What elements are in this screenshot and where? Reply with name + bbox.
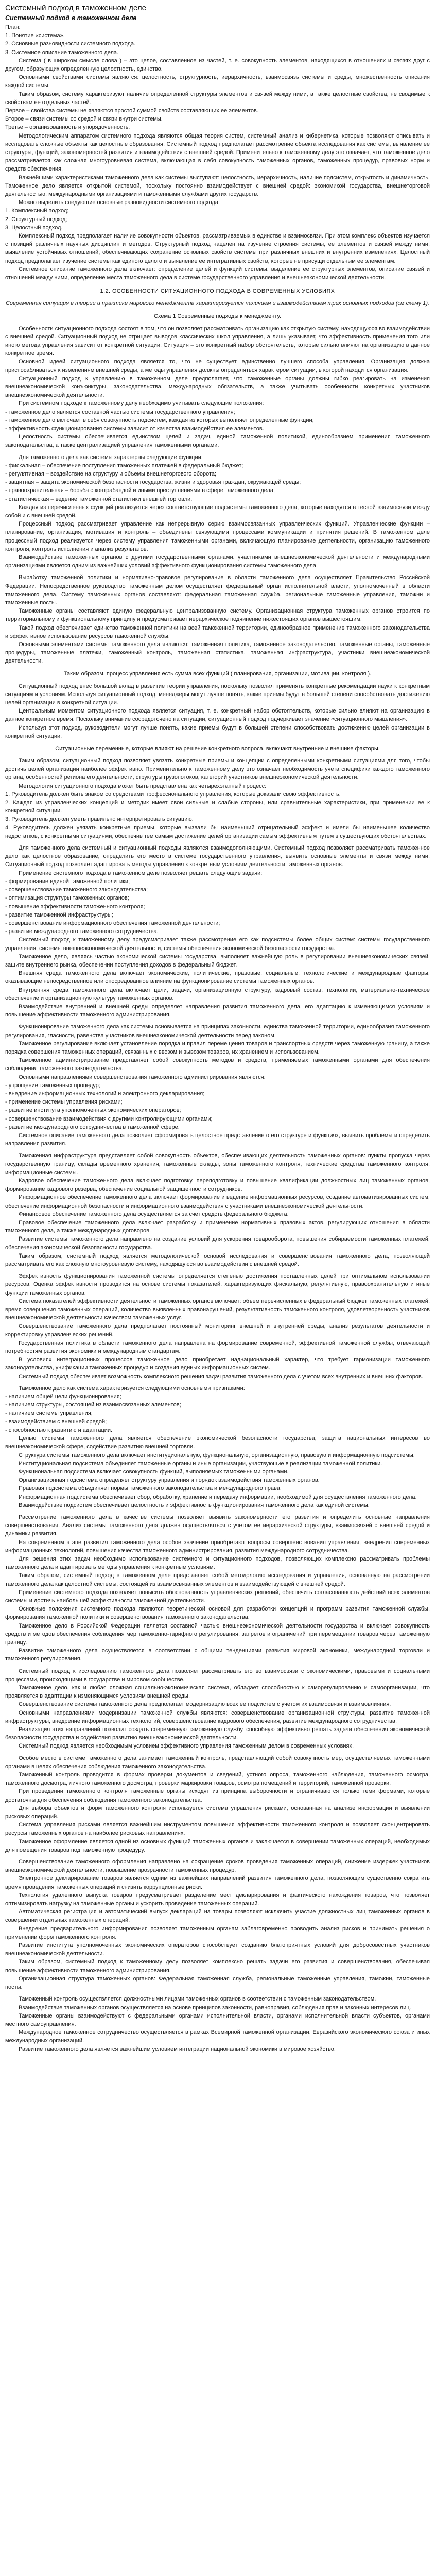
- section-5: [5, 453, 430, 570]
- list-item: - применение системы управления рисками;: [5, 1099, 123, 1106]
- paragraph: Международное таможенное сотрудничество осуществляется в рамках Всемирной таможенной организации, Евразийского экономического союза и иных международных организаций.: [5, 2029, 430, 2044]
- paragraph: Финансовое обеспечение таможенного дела осуществляется за счет средств федерального бюджета.: [19, 1211, 289, 1217]
- paragraph: Правовая подсистема объединяет нормы таможенного законодательства и международного права.: [19, 1485, 282, 1492]
- list-item: 1. Руководитель должен быть знаком со средствами профессионального управления, которые доказали свою эффективность.: [5, 791, 341, 798]
- list-item: - защитная – защита экономической безопасности государства, жизни и здоровья граждан, окружающей среды;: [5, 479, 301, 486]
- list-item: 3. Целостный подход.: [5, 224, 63, 231]
- list-item: - упрощение таможенных процедур;: [5, 1082, 100, 1089]
- paragraph: Методология ситуационного подхода может быть представлена как четырехэтапный процесс:: [19, 783, 267, 789]
- paragraph: Таможенный контроль проводится в формах проверки документов и сведений, устного опроса, таможенного наблюдения, таможенного осмотра, таможенного досмотра, личного таможенного досмотра, проверки маркировки товаров, осмотра помещений и территорий, таможенной проверки.: [5, 1772, 430, 1787]
- list-item: 1. Комплексный подход;: [5, 208, 69, 214]
- list-item: - развитие таможенной инфраструктуры;: [5, 911, 113, 918]
- paragraph: На современном этапе развития таможенного дела особое значение приобретают вопросы совершенствования управления, внедрения современных информационных технологий, повышения качества таможенного администрирования, развития международного сотрудничества.: [5, 1539, 430, 1554]
- paragraph: Для выбора объектов и форм таможенного контроля используется система управления рисками, основанная на анализе информации и выявлении рисковых операций.: [5, 1805, 430, 1820]
- list-item: 3. Руководитель должен уметь правильно интерпретировать ситуацию.: [5, 816, 194, 823]
- list-item: - внедрение информационных технологий и электронного декларирования;: [5, 1090, 205, 1097]
- section-8: [5, 757, 430, 840]
- plan-item: 2. Основные разновидности системного подхода.: [5, 41, 136, 47]
- paragraph: Для решения этих задач необходимо использование системного и ситуационного подходов, позволяющих комплексно рассматривать проблемы таможенного дела и адаптировать методы управления к конкретным условиям.: [5, 1555, 430, 1571]
- figure-caption: Ситуационные переменные, которые влияют на решение конкретного вопроса, включают внутренние и внешние факторы.: [55, 745, 380, 752]
- paragraph: Центральным моментом ситуационного подхода является ситуация, т. е. конкретный набор обстоятельств, которые сильно влияют на организацию в данное конкретное время. Поскольку внимание сосредоточено на ситуации, ситуационный подход подчеркивает значение «ситуационного мышления».: [5, 708, 430, 723]
- list-item: - наличием структуры, состоящей из взаимосвязанных элементов;: [5, 1402, 181, 1409]
- paragraph: Электронное декларирование товаров является одним из важнейших направлений развития таможенного дела, позволяющим существенно сократить время проведения таможенных операций и снизить коррупционные риски.: [5, 1875, 430, 1890]
- paragraph: Таможенное регулирование включает установление порядка и правил перемещения товаров и транспортных средств через таможенную границу, а также порядка совершения таможенных операций, связанных с ввозом и вывозом товаров, их хранением и использованием.: [5, 1040, 430, 1055]
- list-item: - наличием общей цели функционирования;: [5, 1394, 121, 1400]
- paragraph: Функциональная подсистема включает совокупность функций, выполняемых таможенными органами.: [19, 1468, 289, 1475]
- paragraph: Системный подход к таможенному делу предусматривает также рассмотрение его как подсистемы более общих систем: системы государственного управления, системы внешнеэкономической деятельности, системы обеспечения экономической безопасности государства.: [5, 937, 430, 952]
- paragraph: Особое место в системе таможенного дела занимает таможенный контроль, представляющий собой совокупность мер, осуществляемых таможенными органами в целях обеспечения соблюдения таможенного законодательства.: [5, 1755, 430, 1770]
- paragraph: Можно выделить следующие основные разновидности системного подхода:: [19, 199, 220, 206]
- list-item: - формирование единой таможенной политики;: [5, 878, 130, 885]
- paragraph: Таможенные органы взаимодействуют с федеральными органами исполнительной власти, органами исполнительной власти субъектов, органами местного самоуправления.: [5, 2012, 430, 2027]
- paragraph: Основными направлениями совершенствования таможенного администрирования являются:: [19, 1074, 266, 1080]
- paragraph: Таможенное дело, являясь частью экономической системы государства, выполняет важнейшую роль в регулировании внешнеэкономических связей, защите внутреннего рынка, обеспечении поступления доходов в федеральный бюджет.: [5, 953, 430, 968]
- paragraph: Система управления рисками является важнейшим инструментом повышения эффективности таможенного контроля и позволяет сконцентрировать ресурсы таможенных органов на наиболее рисковых направлениях.: [5, 1822, 430, 1837]
- paragraph: Развитие института уполномоченных экономических операторов способствует созданию благоприятных условий для добросовестных участников внешнеэкономической деятельности.: [5, 1942, 430, 1957]
- paragraph: Автоматическая регистрация и автоматический выпуск деклараций на товары позволяют исключить участие должностных лиц таможенных органов в совершении отдельных таможенных операций.: [5, 1909, 430, 1924]
- paragraph: Системный подход обеспечивает возможность комплексного решения задач развития таможенного дела с учетом всех внутренних и внешних факторов.: [19, 1373, 423, 1380]
- paragraph: Третье – организованность и упорядоченность.: [5, 124, 130, 131]
- paragraph: Взаимодействие таможенных органов с другими государственными органами, участниками внешнеэкономической деятельности и международными организациями является одним из важнейших условий эффективного функционирования системы таможенного дела.: [5, 554, 430, 569]
- paragraph: Целью системы таможенного дела является обеспечение экономической безопасности государства, защита национальных интересов во внешнеэкономической сфере, содействие развитию внешней торговли.: [5, 1435, 430, 1450]
- list-item: - совершенствование таможенного законодательства;: [5, 887, 148, 893]
- paragraph: Правовое обеспечение таможенного дела включает разработку и применение нормативных правовых актов, регулирующих отношения в области таможенного дела, а также международных договоров.: [5, 1219, 430, 1234]
- paragraph: Совершенствование таможенного дела предполагает постоянный мониторинг внешней и внутренней среды, анализ результатов деятельности и корректировку управленческих решений.: [5, 1323, 430, 1338]
- paragraph: Информационное обеспечение таможенного дела включает формирование и ведение информационных ресурсов, создание автоматизированных систем, обеспечение информационной безопасности и информационного взаимодействия с участниками внешнеэкономической деятельности.: [5, 1194, 430, 1209]
- paragraph: Внешняя среда таможенного дела включает экономические, политические, правовые, социальные, технологические и международные факторы, оказывающие непосредственное или опосредованное влияние на функционирование системы таможенных органов.: [5, 970, 430, 985]
- section-16: [5, 1754, 430, 1854]
- paragraph: При проведении таможенного контроля таможенные органы исходят из принципа выборочности и ограничиваются только теми формами, которые достаточны для обеспечения соблюдения таможенного законодательства.: [5, 1788, 430, 1803]
- section-6: [5, 573, 430, 665]
- list-item: - таможенное дело включает в себя совокупность подсистем, каждая из которых выполняет определенные функции;: [5, 417, 314, 423]
- paragraph: Для таможенного дела как системы характерны следующие функции:: [19, 454, 203, 461]
- paragraph: Взаимодействие внутренней и внешней среды определяет направления развития таможенного дела, его адаптацию к изменяющимся условиям и повышение эффективности таможенного администрирования.: [5, 1003, 430, 1019]
- paragraph: Процессный подход рассматривает управление как непрерывную серию взаимосвязанных управленческих функций. Управленческие функции – планирование, организация, мотивация и контроль – объединены связующими процессами коммуникации и принятия решений. В таможенном деле процессный подход реализуется через систему управления таможенными органами, включающую планирование деятельности, организацию таможенного контроля, контроль исполнения и анализ результатов.: [5, 521, 430, 552]
- section-11: [5, 1151, 430, 1268]
- paragraph: Совершенствование системы таможенного дела предполагает модернизацию всех ее подсистем с учетом их взаимосвязи и взаимовлияния.: [19, 1701, 391, 1708]
- list-item: - наличием системы управления;: [5, 1410, 93, 1417]
- section-18: [5, 1995, 430, 2053]
- paragraph: В условиях интеграционных процессов таможенное дело приобретает наднациональный характер, что требует гармонизации таможенного законодательства, унификации таможенных процедур и создания единых информационных систем.: [5, 1357, 430, 1371]
- paragraph: Таможенное дело в Российской Федерации является составной частью внешнеэкономической деятельности государства и включает совокупность средств и методов обеспечения соблюдения мер таможенно-тарифного регулирования, запретов и ограничений при перемещении товаров через таможенную границу.: [5, 1622, 430, 1646]
- paragraph: Государственная политика в области таможенного дела направлена на формирование современной, эффективной таможенной службы, отвечающей потребностям развития экономики и международным стандартам.: [5, 1340, 430, 1355]
- paragraph: Для таможенного дела системный и ситуационный подходы являются взаимодополняющими. Системный подход позволяет рассматривать таможенное дело как целостное образование, определить его место в системе государственного управления, выявить основные элементы и связи между ними. Ситуационный подход позволяет адаптировать методы управления к конкретным условиям деятельности таможенных органов.: [5, 845, 430, 868]
- paragraph: Таможенная инфраструктура представляет собой совокупность объектов, обеспечивающих деятельность таможенных органов: пункты пропуска через государственную границу, склады временного хранения, таможенные склады, зоны таможенного контроля, технические средства таможенного контроля, информационные системы.: [5, 1153, 430, 1176]
- list-item: - совершенствование информационного обеспечения таможенной деятельности;: [5, 920, 220, 926]
- plan-block: [5, 23, 430, 57]
- paragraph: Таможенное оформление является одной из основных функций таможенных органов и заключается в совершении таможенных операций, необходимых для помещения товаров под таможенную процедуру.: [5, 1838, 430, 1853]
- section-17: [5, 1858, 430, 1991]
- paragraph: Ситуационный подход к управлению в таможенном деле предполагает, что таможенные органы должны гибко реагировать на изменения внешнеэкономической конъюнктуры, законодательства, международных обязательств, а также учитывать особенности конкретных участников внешнеэкономической деятельности.: [5, 375, 430, 399]
- plan-item: 3. Системное описание таможенного дела.: [5, 49, 119, 56]
- paragraph: Развитие системы таможенного дела направлено на создание условий для ускорения товарооборота, повышения собираемости таможенных платежей, обеспечения экономической безопасности государства.: [5, 1236, 430, 1251]
- paragraph: Таким образом, систему характеризуют наличие определенной структуры элементов и связей между ними, а также целостные свойства, не сводимые к свойствам ее отдельных частей.: [5, 91, 430, 106]
- section-9: [5, 844, 430, 1019]
- paragraph: Особенности ситуационного подхода состоят в том, что он позволяет рассматривать организацию как открытую систему, находящуюся во взаимодействии с внешней средой. Ситуационный подход не отрицает выводов классических школ управления, а лишь указывает, что эффективность применения того или иного метода управления зависит от конкретной ситуации. Ситуация – это конкретный набор обстоятельств, которые сильно влияют на организацию в данное конкретное время.: [5, 325, 430, 357]
- paragraph: Такой подход обеспечивает единство таможенной политики на всей таможенной территории, единообразное применение таможенного законодательства и эффективное использование ресурсов таможенной службы.: [5, 624, 430, 639]
- section-13: [5, 1384, 430, 1510]
- section-3: [5, 232, 430, 282]
- paragraph: Важнейшими характеристиками таможенного дела как системы выступают: целостность, иерархичность, наличие подсистем, открытость и динамичность. Таможенное дело является открытой системой, поскольку постоянно взаимодействует с внешней средой: экономикой государства, внешнеторговой деятельностью, международными организациями и таможенными службами других государств.: [5, 174, 430, 198]
- paragraph: Основной идеей ситуационного подхода является то, что не существует единственно лучшего способа управления. Организация должна приспосабливаться к изменениям внешней среды, а методы управления должны определяться характером ситуации, в которой находится организация.: [5, 359, 430, 374]
- list-item: - статистическая – ведение таможенной статистики внешней торговли.: [5, 496, 193, 502]
- paragraph: Кадровое обеспечение таможенного дела включает подготовку, переподготовку и повышение квалификации должностных лиц таможенных органов, формирование кадрового резерва, обеспечение социальной защищенности сотрудников.: [5, 1178, 430, 1193]
- paragraph: Таким образом, системный подход является методологической основой исследования и совершенствования таможенного дела, позволяющей рассматривать его как сложную многоуровневую систему, находящуюся во взаимодействии с внешней средой.: [5, 1252, 430, 1268]
- list-item: - взаимодействием с внешней средой;: [5, 1418, 107, 1425]
- paragraph: Целостность системы обеспечивается единством целей и задач, единой таможенной политикой, единообразием применения таможенного законодательства, а также централизацией управления таможенными органами.: [5, 434, 430, 449]
- paragraph: Внедрение предварительного информирования позволяет таможенным органам заблаговременно проводить анализ рисков и принимать решения о применении форм таможенного контроля.: [5, 1925, 430, 1940]
- intro-text: Современная ситуация в теории и практике мирового менеджмента характеризуется наличием и взаимодействием трех основных подходов (см.схему 1).: [5, 300, 430, 307]
- paragraph: Основными свойствами системы являются: целостность, структурность, иерархичность, взаимосвязь системы и среды, множественность описания каждой системы.: [5, 74, 430, 89]
- list-item: - правоохранительная – борьба с контрабандой и иными преступлениями в сфере таможенного дела;: [5, 487, 275, 494]
- paragraph: Функционирование таможенного дела как системы основывается на принципах законности, единства таможенной территории, единообразия таможенного регулирования, гласности, равенства участников внешнеэкономической деятельности перед законом.: [5, 1024, 430, 1039]
- paragraph: Таможенные органы составляют единую федеральную централизованную систему. Организационная структура таможенных органов строится по территориальному и функциональному принципу и предусматривает иерархическое подчинение нижестоящих органов вышестоящим.: [5, 608, 430, 623]
- paragraph: Основными элементами системы таможенного дела являются: таможенная политика, таможенное законодательство, таможенные органы, таможенные процедуры, таможенные платежи, таможенный контроль, таможенная статистика, таможенная инфраструктура, участники внешнеэкономической деятельности.: [5, 641, 430, 665]
- paragraph: Основными направлениями модернизации таможенной службы являются: совершенствование организационной структуры, развитие таможенной инфраструктуры, внедрение информационных технологий, совершенствование кадрового обеспечения, развитие международного сотрудничества.: [5, 1709, 430, 1724]
- paragraph: Таможенное дело, как и любая сложная социально-экономическая система, обладает способностью к саморегулированию и самоорганизации, что проявляется в адаптации к изменяющимся условиям внешней среды.: [5, 1684, 430, 1700]
- paragraph: Взаимодействие подсистем обеспечивает целостность и эффективность функционирования таможенного дела как единой системы.: [19, 1502, 370, 1509]
- paragraph: Развитие таможенного дела является важнейшим условием интеграции национальной экономики в мировое хозяйство.: [19, 2046, 336, 2053]
- section-2: [5, 132, 430, 232]
- paragraph: Таможенное администрирование представляет собой совокупность методов и средств, применяемых таможенными органами для обеспечения соблюдения таможенного законодательства.: [5, 1057, 430, 1072]
- plan-label: План:: [5, 24, 21, 30]
- list-item: 2. Структурный подход;: [5, 216, 67, 223]
- paragraph: Эффективность функционирования таможенной системы определяется степенью достижения поставленных целей при оптимальном использовании ресурсов. Оценка эффективности проводится на основе системы показателей, характеризующих фискальную, регулятивную, правоохранительную и иные функции таможенных органов.: [5, 1273, 430, 1296]
- list-item: - регулятивная – воздействие на структуру и объемы внешнеторгового оборота;: [5, 470, 217, 477]
- paragraph: Применение системного подхода в таможенном деле позволяет решать следующие задачи:: [19, 870, 263, 876]
- figure-caption: Таким образом, процесс управления есть сумма всех функций ( планирования, организации, мотивации, контроля ).: [63, 670, 372, 677]
- document-title: Системный подход в таможенном деле: [5, 4, 146, 12]
- paragraph: Рассмотрение таможенного дела в качестве системы позволяет выявить закономерности его развития и определить основные направления совершенствования. Анализ системы таможенного дела должен осуществляться с учетом ее иерархической структуры, взаимосвязей с внешней средой и динамики развития.: [5, 1514, 430, 1537]
- paragraph: Системный подход к исследованию таможенного дела позволяет рассматривать его во взаимосвязи с экономическими, правовыми и социальными процессами, происходящими в государстве и мировом сообществе.: [5, 1668, 430, 1683]
- section-12: [5, 1272, 430, 1381]
- paragraph: При системном подходе к таможенному делу необходимо учитывать следующие положения:: [19, 400, 264, 407]
- paragraph: Методологическим аппаратом системного подхода являются общая теория систем, системный анализ и кибернетика, которые позволяют описывать и исследовать сложные объекты как целостные образования. Системный подход предполагает рассмотрение объекта исследования как системы, выявление ее структуры, функций, закономерностей развития и взаимодействия с внешней средой. Применительно к таможенному делу это означает, что таможенное дело рассматривается как сложная многоуровневая система, включающая в себя совокупность таможенных органов, таможенных процедур, правовых норм и средств обеспечения.: [5, 132, 430, 173]
- paragraph: Выработку таможенной политики и нормативно-правовое регулирование в области таможенного дела осуществляет Правительство Российской Федерации. Непосредственное руководство таможенным делом осуществляет федеральный орган исполнительной власти, уполномоченный в области таможенного дела. Систему таможенных органов составляют: федеральная таможенная служба, региональные таможенные управления, таможни и таможенные посты.: [5, 574, 430, 606]
- list-item: - развитие международного таможенного сотрудничества.: [5, 928, 159, 935]
- paragraph: Системное описание таможенного дела включает: определение целей и функций системы, выделение ее структурных элементов, описание связей и отношений между ними, определение места таможенного дела в системе государственного управления и внешнеэкономической деятельности.: [5, 266, 430, 281]
- paragraph: Структура системы таможенного дела включает институциональную, функциональную, организационную, правовую и информационную подсистемы.: [19, 1452, 415, 1459]
- paragraph: Система показателей эффективности деятельности таможенных органов включает: объем перечисленных в федеральный бюджет таможенных платежей, время совершения таможенных операций, количество выявленных правонарушений, результативность таможенного контроля, удовлетворенность участников внешнеэкономической деятельности качеством таможенных услуг.: [5, 1298, 430, 1321]
- paragraph: Реализация этих направлений позволит создать современную таможенную службу, способную эффективно решать задачи обеспечения экономической безопасности государства и содействия развитию внешнеэкономической деятельности.: [5, 1726, 430, 1741]
- paragraph: Основные положения системного подхода являются теоретической основой для разработки концепций и программ развития таможенной службы, формирования таможенной политики и совершенствования таможенного законодательства.: [5, 1606, 430, 1621]
- section-1: [5, 57, 430, 132]
- list-item: - повышение эффективности таможенного контроля;: [5, 903, 145, 910]
- paragraph: Организационная подсистема определяет структуру управления и порядок взаимодействия таможенных органов.: [19, 1477, 320, 1484]
- figure-caption: Схема 1 Современные подходы к менеджменту.: [154, 313, 281, 319]
- paragraph: Комплексный подход предполагает наличие совокупности объектов, рассматриваемых в единстве и взаимосвязи. При этом комплекс объектов изучается с позиций различных научных дисциплин и методов. Структурный подход нацелен на изучение строения системы, ее элементов и связей между ними, выявление устойчивых отношений, обеспечивающих сохранение основных свойств системы при различных внешних и внутренних изменениях. Целостный подход предполагает изучение системы как единого целого и выявление ее интегративных свойств, которые не присущи отдельным ее элементам.: [5, 233, 430, 264]
- paragraph: Внутренняя среда таможенного дела включает цели, задачи, организационную структуру, кадровый состав, технологии, материально-техническое обеспечение и организационную культуру таможенных органов.: [5, 987, 430, 1002]
- plan-item: 1. Понятие «система».: [5, 32, 65, 39]
- paragraph: Таким образом, системный подход в таможенном деле представляет собой методологию исследования и управления, основанную на рассмотрении таможенного дела как целостной системы, состоящей из взаимосвязанных элементов и взаимодействующей с внешней средой.: [5, 1572, 430, 1587]
- paragraph: Системное описание таможенного дела позволяет сформировать целостное представление о его структуре и функциях, выявить проблемы и определить направления развития.: [5, 1132, 430, 1147]
- paragraph: Информационная подсистема обеспечивает сбор, обработку, хранение и передачу информации, необходимой для осуществления таможенного дела.: [19, 1494, 417, 1500]
- section-10: [5, 1023, 430, 1148]
- paragraph: Взаимодействие таможенных органов осуществляется на основе принципов законности, равноправия, соблюдения прав и законных интересов лиц.: [19, 2004, 411, 2011]
- paragraph: Таким образом, системный подход к таможенному делу позволяет комплексно решать задачи его развития и совершенствования, обеспечивая повышение эффективности таможенного администрирования.: [5, 1959, 430, 1974]
- section-7: [5, 682, 430, 740]
- list-item: - эффективность функционирования системы зависит от качества взаимодействия ее элементов.: [5, 425, 264, 432]
- paragraph: Развитие таможенного дела осуществляется в соответствии с общими тенденциями развития мировой экономики, международной торговли и таможенного регулирования.: [5, 1648, 430, 1663]
- list-item: - совершенствование взаимодействия с другими контролирующими органами;: [5, 1115, 213, 1122]
- section-14: [5, 1513, 430, 1664]
- paragraph: Таможенное дело как система характеризуется следующими основными признаками:: [19, 1385, 245, 1392]
- list-item: - способностью к развитию и адаптации.: [5, 1427, 113, 1433]
- paragraph: Системный подход является необходимым условием эффективного управления таможенным делом в современных условиях.: [19, 1743, 354, 1750]
- list-item: - оптимизация структуры таможенных органов;: [5, 895, 129, 902]
- document-subtitle: Системный подход в таможенном деле: [5, 14, 137, 22]
- section-4: [5, 325, 430, 450]
- paragraph: Применение системного подхода позволяет повысить обоснованность управленческих решений, обеспечить согласованность действий всех элементов системы и достичь наибольшей эффективности таможенной деятельности.: [5, 1589, 430, 1604]
- paragraph: Организационная структура таможенных органов: Федеральная таможенная служба, региональные таможенные управления, таможни, таможенные посты.: [5, 1975, 430, 1991]
- paragraph: Ситуационный подход внес большой вклад в развитие теории управления, поскольку позволил применять конкретные рекомендации науки к конкретным ситуациям и условиям. Используя ситуационный подход, менеджеры могут лучше понять, какие приемы будут в большей степени способствовать достижению целей организации в конкретной ситуации.: [5, 683, 430, 706]
- paragraph: Совершенствование таможенного оформления направлено на сокращение сроков проведения таможенных операций, снижение издержек участников внешнеэкономической деятельности, повышение прозрачности таможенных процедур.: [5, 1859, 430, 1874]
- paragraph: Таможенный контроль осуществляется должностными лицами таможенных органов в соответствии с таможенным законодательством.: [19, 1996, 376, 2003]
- list-item: - фискальная – обеспечение поступления таможенных платежей в федеральный бюджет;: [5, 462, 243, 469]
- paragraph: Используя этот подход, руководители могут лучше понять, какие приемы будут в большей степени способствовать достижению целей организации в конкретной ситуации.: [5, 724, 430, 739]
- list-item: 4. Руководитель должен увязать конкретные приемы, которые вызвали бы наименьший отрицательный эффект и имели бы наименьшее количество недостатков, с конкретными ситуациями, обеспечив тем самым достижение целей организации самым эффективным путем в существующих обстоятельствах.: [5, 824, 430, 839]
- section-heading: 1.2. ОСОБЕННОСТИ СИТУАЦИОННОГО ПОДХОДА В СОВРЕМЕННЫХ УСЛОВИЯХ: [100, 288, 335, 295]
- paragraph: Каждая из перечисленных функций реализуется через соответствующие подсистемы таможенного дела, которые находятся в тесной взаимосвязи между собой и с внешней средой.: [5, 504, 430, 519]
- list-item: - развитие международного сотрудничества в таможенной сфере.: [5, 1124, 180, 1130]
- paragraph: Таким образом, ситуационный подход позволяет увязать конкретные приемы и концепции с определенными конкретными ситуациями для того, чтобы достичь целей организации наиболее эффективно. Применительно к таможенному делу это означает необходимость учета специфики каждого таможенного органа, особенностей региона его деятельности, структуры грузопотоков, категорий участников внешнеэкономической деятельности.: [5, 758, 430, 781]
- list-item: - таможенное дело является составной частью системы государственного управления;: [5, 409, 235, 415]
- paragraph: Технология удаленного выпуска товаров предусматривает разделение мест декларирования и фактического нахождения товаров, что позволяет оптимизировать нагрузку на таможенные органы и ускорить проведение таможенных операций.: [5, 1892, 430, 1907]
- list-item: - развитие института уполномоченных экономических операторов;: [5, 1107, 181, 1114]
- paragraph: Первое – свойства системы не являются простой суммой свойств составляющих ее элементов.: [5, 108, 258, 114]
- paragraph: Система ( в широком смысле слова ) – это целое, составленное из частей, т. е. совокупность элементов, находящихся в отношениях и связях друг с другом, образующих определенную целостность, единство.: [5, 57, 430, 73]
- section-15: [5, 1667, 430, 1751]
- list-item: 2. Каждая из управленческих концепций и методик имеет свои сильные и слабые стороны, или сравнительные характеристики, при применении ее к конкретной ситуации.: [5, 800, 430, 815]
- paragraph: Второе – связи системы со средой и связи внутри системы.: [5, 116, 163, 123]
- paragraph: Институциональная подсистема объединяет таможенные органы и иные организации, участвующие в реализации таможенной политики.: [19, 1460, 382, 1467]
